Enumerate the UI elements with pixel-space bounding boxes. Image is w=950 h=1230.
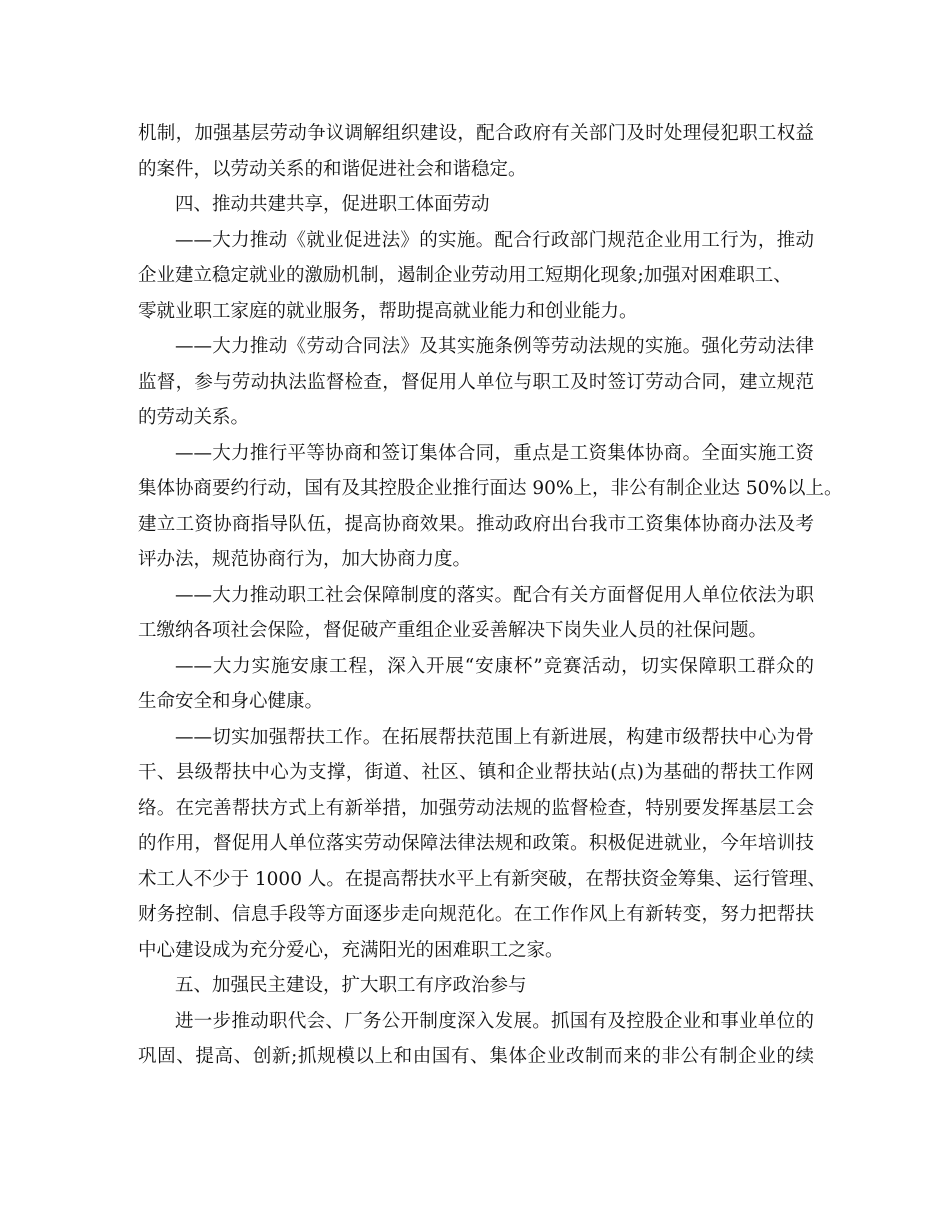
- text-line: 干、县级帮扶中心为支撑，街道、社区、镇和企业帮扶站(点)为基础的帮扶工作网: [138, 762, 814, 783]
- text-line: 生命安全和身心健康。: [138, 691, 324, 712]
- text-line: 五、加强民主建设，扩大职工有序政治参与: [175, 975, 527, 996]
- text-line: 的劳动关系。: [138, 407, 250, 428]
- text-line: 的作用，督促用人单位落实劳动保障法律法规和政策。积极促进就业，今年培训技: [138, 833, 814, 854]
- text-line: 企业建立稳定就业的激励机制，遏制企业劳动用工短期化现象;加强对困难职工、: [138, 265, 792, 286]
- text-line: 集体协商要约行动，国有及其控股企业推行面达 90%上，非公有制企业达 50%以上。: [138, 478, 843, 499]
- text-line: 财务控制、信息手段等方面逐步走向规范化。在工作作风上有新转变，努力把帮扶: [138, 904, 814, 925]
- text-line: 零就业职工家庭的就业服务，帮助提高就业能力和创业能力。: [138, 300, 638, 322]
- text-line: 术工人不少于 1000 人。在提高帮扶水平上有新突破，在帮扶资金筹集、运行管理、: [138, 868, 826, 890]
- text-line: 中心建设成为充分爱心，充满阳光的困难职工之家。: [138, 939, 564, 961]
- text-line: ——大力推动职工社会保障制度的落实。配合有关方面督促用人单位依法为职: [175, 584, 814, 606]
- text-line: 络。在完善帮扶方式上有新举措，加强劳动法规的监督检查，特别要发挥基层工会: [138, 797, 814, 819]
- text-line: ——大力实施安康工程，深入开展“安康杯”竞赛活动，切实保障职工群众的: [175, 655, 814, 677]
- text-line: 四、推动共建共享，促进职工体面劳动: [175, 194, 490, 215]
- text-line: 进一步推动职代会、厂务公开制度深入发展。抓国有及控股企业和事业单位的: [175, 1010, 814, 1032]
- text-line: ——大力推动《就业促进法》的实施。配合行政部门规范企业用工行为，推动: [175, 229, 814, 251]
- text-line: ——大力推行平等协商和签订集体合同，重点是工资集体协商。全面实施工资: [175, 442, 814, 464]
- text-line: ——切实加强帮扶工作。在拓展帮扶范围上有新进展，构建市级帮扶中心为骨: [175, 726, 814, 748]
- text-line: 建立工资协商指导队伍，提高协商效果。推动政府出台我市工资集体协商办法及考: [138, 513, 814, 535]
- text-line: 巩固、提高、创新;抓规模以上和由国有、集体企业改制而来的非公有制企业的续: [138, 1046, 814, 1067]
- text-line: 评办法，规范协商行为，加大协商力度。: [138, 549, 472, 570]
- text-line: 机制，加强基层劳动争议调解组织建设，配合政府有关部门及时处理侵犯职工权益: [138, 123, 814, 144]
- text-line: ——大力推动《劳动合同法》及其实施条例等劳动法规的实施。强化劳动法律: [175, 336, 814, 357]
- text-line: 的案件，以劳动关系的和谐促进社会和谐稳定。: [138, 158, 527, 180]
- text-line: 监督，参与劳动执法监督检查，督促用人单位与职工及时签订劳动合同，建立规范: [138, 371, 814, 393]
- document-body: [138, 116, 843, 1075]
- text-line: 工缴纳各项社会保险，督促破产重组企业妥善解决下岗失业人员的社保问题。: [138, 620, 768, 641]
